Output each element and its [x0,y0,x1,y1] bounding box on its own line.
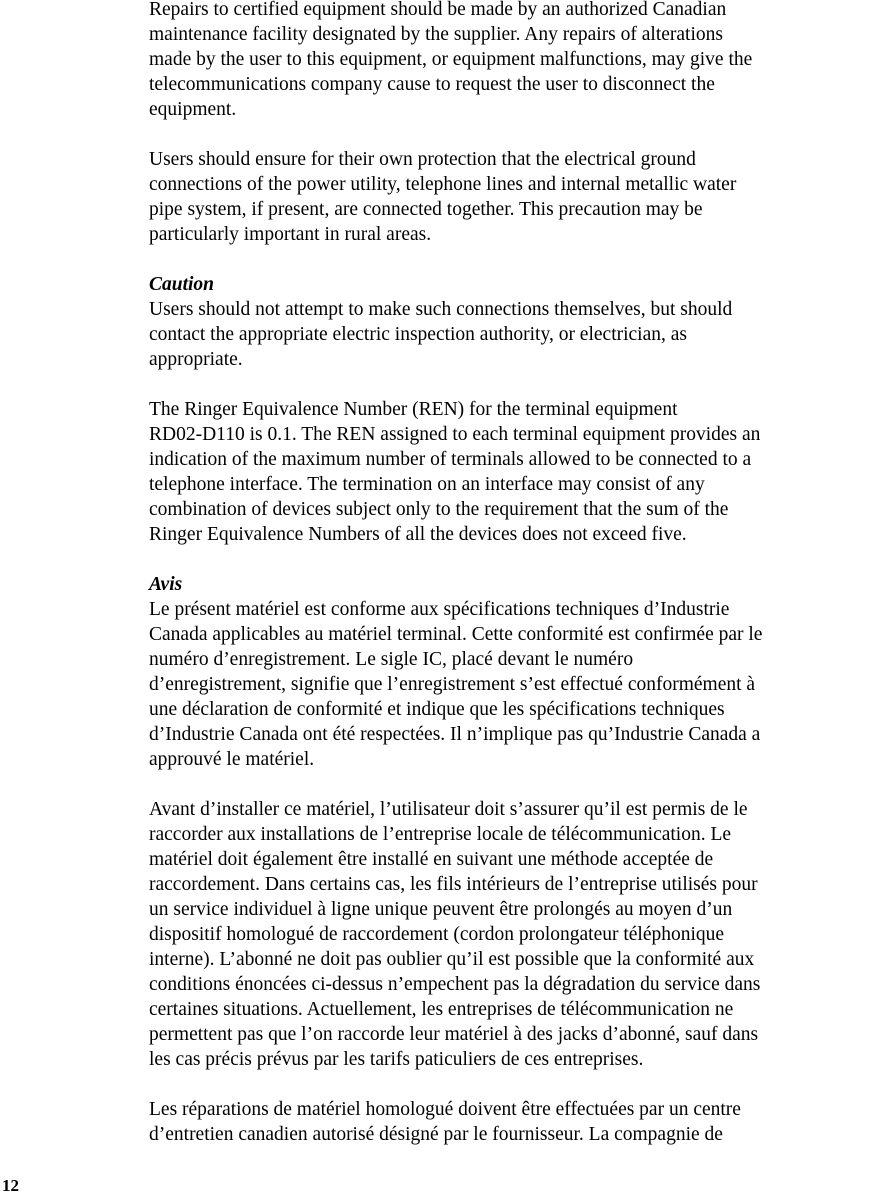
text-line: Le présent matériel est conforme aux spécifications techniques d’Industrie [149,599,730,620]
paragraph-reparations [149,1097,888,1147]
text-line: approuvé le matériel. [149,749,315,770]
text-line: indication of the maximum number of terminals allowed to be connected to a [149,449,752,470]
paragraph-grounding [149,147,888,247]
text-line: Avant d’installer ce matériel, l’utilisateur doit s’assurer qu’il est permis de le [149,799,748,820]
text-line: certaines situations. Actuellement, les entreprises de télécommunication ne [149,999,734,1020]
text-line: Repairs to certified equipment should be made by an authorized Canadian [149,0,727,20]
paragraph-repairs [149,0,888,122]
text-line: telephone interface. The termination on an interface may consist of any [149,474,705,495]
text-line: particularly important in rural areas. [149,224,432,245]
text-line: made by the user to this equipment, or equipment malfunctions, may give the [149,49,753,70]
text-line: appropriate. [149,349,243,370]
paragraph-spacer [149,547,888,572]
paragraph-ren [149,397,888,547]
paragraph-spacer [149,1072,888,1097]
text-line: d’Industrie Canada ont été respectées. Il n’implique pas qu’Industrie Canada a [149,724,761,745]
caution-heading: Caution [149,274,215,295]
text-line: les cas précis prévus par les tarifs paticuliers de ces entreprises. [149,1049,644,1070]
text-line: une déclaration de conformité et indique que les spécifications techniques [149,699,725,720]
text-line: interne). L’abonné ne doit pas oublier qu’il est possible que la conformité aux [149,949,755,970]
text-line: pipe system, if present, are connected together. This precaution may be [149,199,703,220]
text-line: numéro d’enregistrement. Le sigle IC, placé devant le numéro [149,649,634,670]
text-line: Ringer Equivalence Numbers of all the devices does not exceed five. [149,524,687,545]
paragraph-spacer [149,772,888,797]
text-line: equipment. [149,99,237,120]
avis-heading: Avis [149,574,183,595]
text-line: Les réparations de matériel homologué doivent être effectuées par un centre [149,1099,741,1120]
text-line: Users should not attempt to make such connections themselves, but should [149,299,733,320]
paragraph-spacer [149,372,888,397]
text-line: RD02-D110 is 0.1. The REN assigned to each terminal equipment provides an [149,424,761,445]
text-line: raccorder aux installations de l’entreprise locale de télécommunication. Le [149,824,732,845]
document-body [149,0,888,1147]
text-line: dispositif homologué de raccordement (cordon prolongateur téléphonique [149,924,725,945]
paragraph-caution [149,272,888,372]
text-line: d’enregistrement, signifie que l’enregistrement s’est effectué conformément à [149,674,756,695]
text-line: contact the appropriate electric inspection authority, or electrician, as [149,324,687,345]
text-line: connections of the power utility, telephone lines and internal metallic water [149,174,737,195]
text-line: d’entretien canadien autorisé désigné par le fournisseur. La compagnie de [149,1124,723,1145]
text-line: permettent pas que l’on raccorde leur matériel à des jacks d’abonné, sauf dans [149,1024,759,1045]
paragraph-installation [149,797,888,1072]
paragraph-avis [149,572,888,772]
text-line: matériel doit également être installé en suivant une méthode acceptée de [149,849,714,870]
paragraph-spacer [149,122,888,147]
text-line: Users should ensure for their own protection that the electrical ground [149,149,696,170]
text-line: conditions énoncées ci-dessus n’empechent pas la dégradation du service dans [149,974,761,995]
text-line: Canada applicables au matériel terminal. Cette conformité est confirmée par le [149,624,763,645]
text-line: un service individuel à ligne unique peuvent être prolongés au moyen d’un [149,899,733,920]
text-line: The Ringer Equivalence Number (REN) for the terminal equipment [149,399,678,420]
page-number: 12 [2,1176,19,1195]
text-line: telecommunications company cause to request the user to disconnect the [149,74,715,95]
paragraph-spacer [149,247,888,272]
text-line: combination of devices subject only to the requirement that the sum of the [149,499,729,520]
text-line: raccordement. Dans certains cas, les fils intérieurs de l’entreprise utilisés pour [149,874,758,895]
text-line: maintenance facility designated by the supplier. Any repairs of alterations [149,24,723,45]
